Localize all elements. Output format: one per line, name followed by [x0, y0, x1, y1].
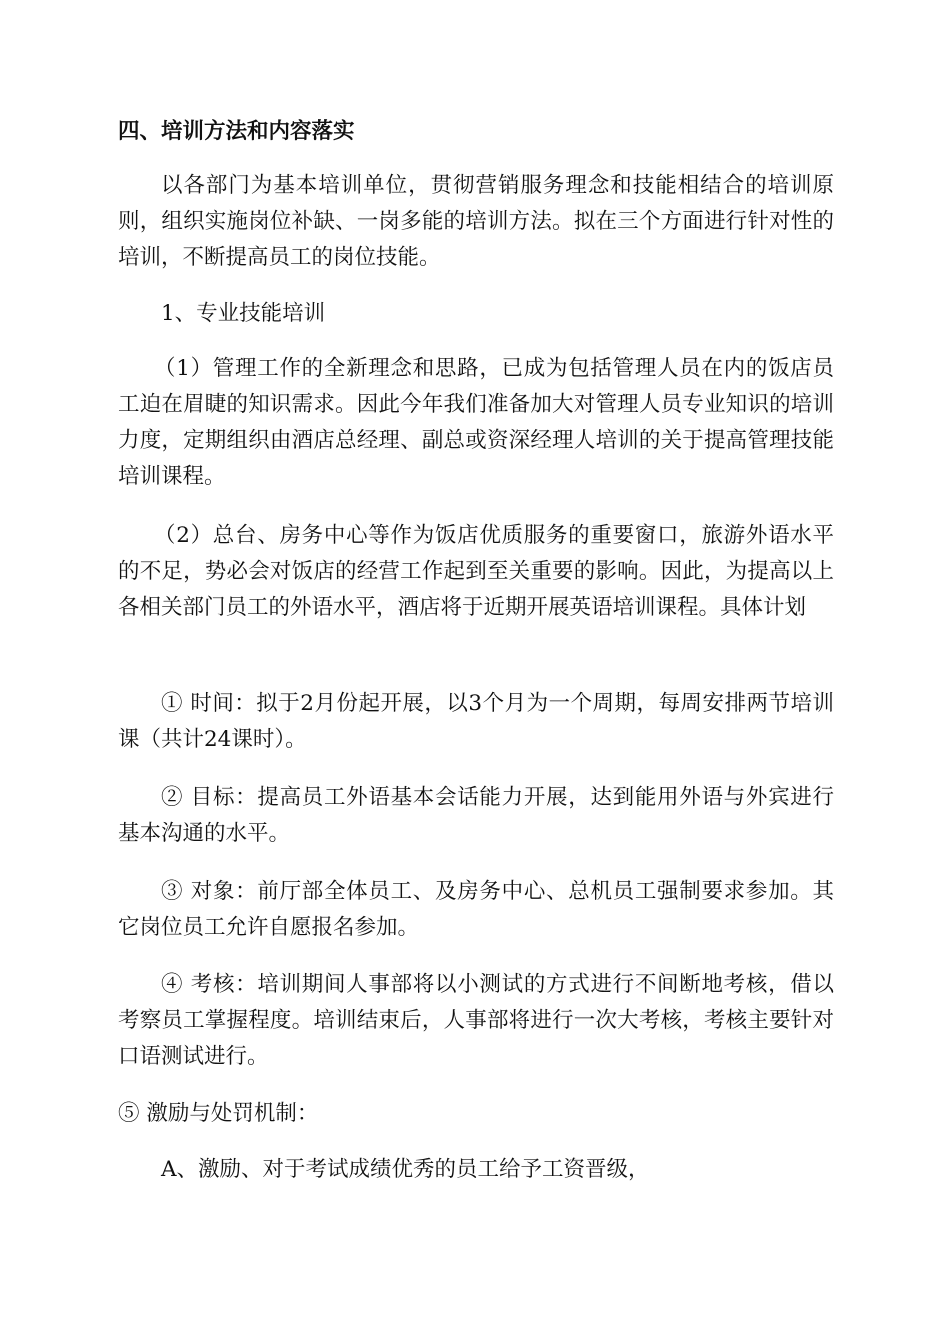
- section-heading: 四、培训方法和内容落实: [118, 119, 355, 144]
- incentive-a-paragraph: A、激励、对于考试成绩优秀的员工给予工资晋级，: [161, 1157, 650, 1182]
- intro-paragraph: 以各部门为基本培训单位，贯彻营销服务理念和技能相结合的培训原则，组织实施岗位补缺、一岗多能的培训方法。拟在三个方面进行针对性的培训，不断提高员工的岗位技能。: [118, 173, 834, 270]
- plan-incentive-title: ⑤ 激励与处罚机制：: [118, 1101, 319, 1126]
- plan-time-paragraph: ① 时间：拟于2月份起开展，以3个月为一个周期，每周安排两节培训课（共计24课时）。: [118, 691, 834, 752]
- plan-assess-paragraph: ④ 考核：培训期间人事部将以小测试的方式进行不间断地考核，借以考察员工掌握程度。培训结束后，人事部将进行一次大考核，考核主要针对口语测试进行。: [118, 972, 834, 1069]
- plan-target-paragraph: ③ 对象：前厅部全体员工、及房务中心、总机员工强制要求参加。其它岗位员工允许自愿报名参加。: [118, 879, 834, 940]
- subsection-title: 1、专业技能培训: [161, 301, 326, 326]
- item-1-paragraph: （1）管理工作的全新理念和思路，已成为包括管理人员在内的饭店员工迫在眉睫的知识需求。因此今年我们准备加大对管理人员专业知识的培训力度，定期组织由酒店总经理、副总或资深经理人培训的关于提高管理技能培训课程。: [118, 356, 834, 489]
- plan-goal-paragraph: ② 目标：提高员工外语基本会话能力开展，达到能用外语与外宾进行基本沟通的水平。: [118, 785, 834, 846]
- item-2-paragraph: （2）总台、房务中心等作为饭店优质服务的重要窗口，旅游外语水平的不足，势必会对饭店的经营工作起到至关重要的影响。因此，为提高以上各相关部门员工的外语水平，酒店将于近期开展英语培训课程。具体计划: [118, 523, 834, 620]
